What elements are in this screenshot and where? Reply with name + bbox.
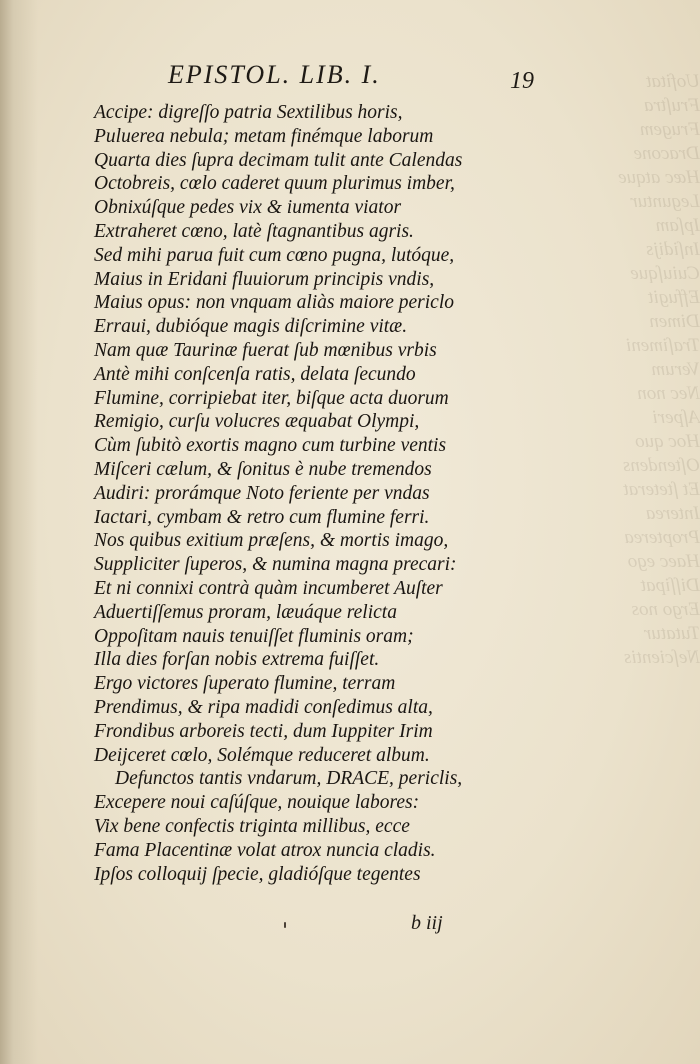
verse-line: Puluerea nebula; metam finémque laborum xyxy=(94,125,434,147)
verse-line: Aduertiſſemus proram, læuáque relicta xyxy=(94,601,397,623)
verse-line: Fama Placentinæ volat atrox nuncia cladis. xyxy=(94,839,436,861)
verse-line: Ipſos colloquij ſpecie, gladióſque tegentes xyxy=(94,863,421,885)
verse-line: Iactari, cymbam & retro cum flumine ferri. xyxy=(94,506,430,528)
verse-line: Octobreis, cœlo caderet quum plurimus imber, xyxy=(94,173,455,195)
verse-line: Et ni connixi contrà quàm incumberet Auſter xyxy=(94,577,443,599)
verse-line: Cùm ſubitò exortis magno cum turbine ventis xyxy=(94,435,447,457)
verse-line: Quarta dies ſupra decimam tulit ante Calendas xyxy=(94,149,463,171)
verse-line: Nos quibus exitium præſens, & mortis imago, xyxy=(94,530,449,552)
verse-line: Maius opus: non vnquam aliàs maiore periclo xyxy=(94,292,454,314)
ink-speck xyxy=(284,922,286,928)
verse-line: Prendimus, & ripa madidi conſedimus alta, xyxy=(94,696,433,718)
verse-line: Deijceret cœlo, Solémque reduceret album. xyxy=(94,744,430,766)
verse-line: Sed mihi parua fuit cum cœno pugna, lutóque, xyxy=(94,244,455,266)
signature-mark: b iij xyxy=(411,912,443,934)
verse-line-paragraph-start: Defunctos tantis vndarum, DRACE, periclis, xyxy=(115,768,463,790)
verse-line: Nam quæ Taurinæ fuerat ſub mœnibus vrbis xyxy=(94,339,437,361)
verse-line: Remigio, curſu volucres æquabat Olympi, xyxy=(94,411,420,433)
verse-line: Vix bene confectis triginta millibus, ecce xyxy=(94,815,410,837)
verse-line: Obnixúſque pedes vix & iumenta viator xyxy=(94,197,402,219)
verse-line: Illa dies forſan nobis extrema fuiſſet. xyxy=(94,649,380,671)
running-head: EPISTOL. LIB. I. xyxy=(168,60,381,89)
verse-line: Extraheret cœno, latè ſtagnantibus agris. xyxy=(94,220,414,242)
verse-line: Antè mihi conſcenſa ratis, delata ſecundo xyxy=(94,363,416,385)
page-number: 19 xyxy=(510,68,534,94)
verse-line: Ergo victores ſuperato flumine, terram xyxy=(94,673,396,695)
verse-line: Frondibus arboreis tecti, dum Iuppiter Irim xyxy=(94,720,433,742)
verse-line: Maius in Eridani fluuiorum principis vndis, xyxy=(94,268,435,290)
verse-line: Excepere noui caſúſque, nouique labores: xyxy=(94,792,420,814)
verse-line: Erraui, dubióque magis diſcrimine vitæ. xyxy=(94,316,408,338)
verse-line: Flumine, corripiebat iter, biſque acta duorum xyxy=(94,387,449,409)
verse-block xyxy=(94,101,494,886)
verse-line: Suppliciter ſuperos, & numina magna precari: xyxy=(94,554,457,576)
verse-line: Miſceri cælum, & ſonitus è nube tremendos xyxy=(94,458,432,480)
bleed-through-ghost-text: Uofitat Fruſtra Frugem Dracone Hæc atque Leguntur Ipſam Inſidijs Cuiuſque Effugit Dimen Traſimeni Verum Nec non Aſperi Hoc quo Oſtendens Et ſteterat Interea Propterea Haec ego Diſſipat Ergo nos Tutatur Neſcientis xyxy=(618,71,700,668)
verse-line: Audiri: prorámque Noto feriente per vndas xyxy=(94,482,430,504)
verse-line: Accipe: digreſſo patria Sextilibus horis, xyxy=(94,102,403,123)
gutter-shadow xyxy=(0,0,38,1064)
verse-line: Oppoſitam nauis tenuiſſet fluminis oram; xyxy=(94,625,414,647)
